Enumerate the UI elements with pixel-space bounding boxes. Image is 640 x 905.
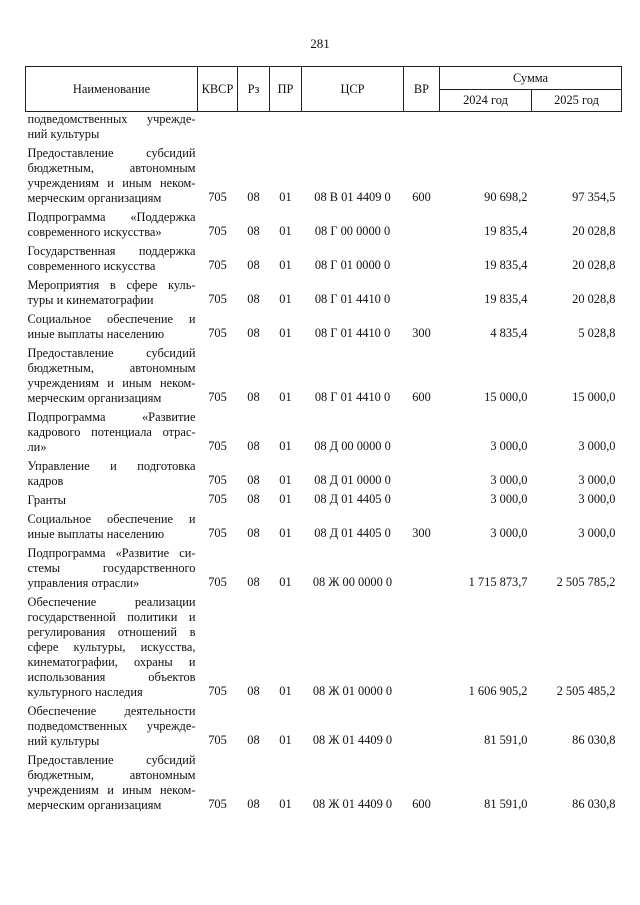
row-name: подведомственных учрежде-ний культуры <box>27 112 196 141</box>
header-year-2024: 2024 год <box>440 90 532 112</box>
row-vr <box>404 112 440 144</box>
row-amount-2025: 97 354,5 <box>572 190 616 204</box>
row-name: Подпрограмма «Поддержка современного искусства» <box>27 210 196 239</box>
table-row <box>26 143 622 207</box>
row-amount-2025: 3 000,0 <box>578 526 616 540</box>
row-csr: 08 Ж 01 0000 0 <box>312 684 393 698</box>
row-pr: 01 <box>279 224 292 238</box>
row-vr <box>404 275 440 309</box>
row-kvsr: 705 <box>208 492 227 506</box>
row-amount-2024: 3 000,0 <box>490 526 528 540</box>
row-amount-2025: 5 028,8 <box>578 326 616 340</box>
row-pr: 01 <box>279 575 292 589</box>
row-csr: 08 Д 01 4405 0 <box>314 492 391 506</box>
row-pr: 01 <box>279 473 292 487</box>
row-amount-2024: 81 591,0 <box>484 733 528 747</box>
table-row <box>26 701 622 750</box>
row-pr: 01 <box>279 292 292 306</box>
row-pr <box>270 112 302 144</box>
header-year-2025: 2025 год <box>532 90 622 112</box>
table-row <box>26 309 622 343</box>
row-csr: 08 Г 01 4410 0 <box>314 292 391 306</box>
row-amount-2025: 20 028,8 <box>572 224 616 238</box>
table-body <box>26 112 622 815</box>
header-vr: ВР <box>404 67 440 112</box>
row-pr: 01 <box>279 258 292 272</box>
row-csr: 08 Г 01 0000 0 <box>314 258 391 272</box>
row-csr: 08 Ж 00 0000 0 <box>312 575 393 589</box>
row-rz: 08 <box>247 190 260 204</box>
row-pr: 01 <box>279 733 292 747</box>
row-csr: 08 Г 00 0000 0 <box>314 224 391 238</box>
row-csr: 08 В 01 4409 0 <box>314 190 391 204</box>
row-amount-2025: 20 028,8 <box>572 292 616 306</box>
row-amount-2024: 3 000,0 <box>490 492 528 506</box>
row-name: Социальное обеспечение и иные выплаты населению <box>27 312 196 341</box>
row-amount-2024: 81 591,0 <box>484 797 528 811</box>
table-row <box>26 490 622 509</box>
row-kvsr <box>198 112 238 144</box>
page-number: 281 <box>310 36 330 51</box>
table-row <box>26 543 622 592</box>
table-row <box>26 750 622 814</box>
row-name: Подпрограмма «Развитие си-стемы государственного управления отрасли» <box>27 546 196 590</box>
row-pr: 01 <box>279 439 292 453</box>
row-amount-2025: 86 030,8 <box>572 733 616 747</box>
row-amount-2024: 19 835,4 <box>484 258 528 272</box>
row-kvsr: 705 <box>208 473 227 487</box>
row-amount-2025: 3 000,0 <box>578 439 616 453</box>
row-rz: 08 <box>247 292 260 306</box>
header-sum: Сумма <box>440 67 622 90</box>
row-amount-2024: 1 715 873,7 <box>468 575 528 589</box>
row-amount-2024: 3 000,0 <box>490 439 528 453</box>
row-rz: 08 <box>247 684 260 698</box>
row-amount-2025: 3 000,0 <box>578 473 616 487</box>
row-pr: 01 <box>279 797 292 811</box>
row-vr <box>404 543 440 592</box>
row-kvsr: 705 <box>208 326 227 340</box>
table-header <box>26 67 622 112</box>
row-rz: 08 <box>247 492 260 506</box>
row-rz: 08 <box>247 390 260 404</box>
row-rz: 08 <box>247 526 260 540</box>
row-vr <box>404 490 440 509</box>
row-amount-2024: 1 606 905,2 <box>468 684 528 698</box>
row-vr: 600 <box>412 390 431 404</box>
row-vr <box>404 241 440 275</box>
table-row <box>26 343 622 407</box>
row-csr: 08 Ж 01 4409 0 <box>312 733 393 747</box>
row-name: Обеспечение деятельности подведомственных учрежде-ний культуры <box>27 704 196 748</box>
header-kvsr: КВСР <box>198 67 238 112</box>
row-pr: 01 <box>279 190 292 204</box>
row-kvsr: 705 <box>208 292 227 306</box>
row-kvsr: 705 <box>208 439 227 453</box>
row-rz: 08 <box>247 224 260 238</box>
row-vr: 600 <box>412 190 431 204</box>
header-name: Наименование <box>26 67 198 112</box>
row-rz: 08 <box>247 439 260 453</box>
row-rz: 08 <box>247 797 260 811</box>
table-row <box>26 207 622 241</box>
row-csr: 08 Д 01 4405 0 <box>314 526 391 540</box>
row-rz <box>238 112 270 144</box>
row-csr: 08 Г 01 4410 0 <box>314 326 391 340</box>
row-name: Гранты <box>27 493 66 507</box>
row-kvsr: 705 <box>208 797 227 811</box>
row-name: Обеспечение реализации государственной политики и регулирования отношений в сфере культуры, искусства, кинематографии, охраны и использования объектов культурного наследия <box>27 595 196 699</box>
row-amount-2024: 3 000,0 <box>490 473 528 487</box>
row-amount-2024: 4 835,4 <box>490 326 528 340</box>
table-row <box>26 456 622 490</box>
row-amount-2025: 20 028,8 <box>572 258 616 272</box>
row-amount-2025: 3 000,0 <box>578 492 616 506</box>
row-amount-2025: 2 505 785,2 <box>556 575 616 589</box>
row-csr: 08 Д 00 0000 0 <box>314 439 391 453</box>
row-amount-2025 <box>532 112 622 144</box>
row-pr: 01 <box>279 684 292 698</box>
row-kvsr: 705 <box>208 684 227 698</box>
table-row <box>26 241 622 275</box>
header-csr: ЦСР <box>302 67 404 112</box>
row-name: Предоставление субсидий бюджетным, автономным учреждениям и иным неком-мерческим организациям <box>27 753 196 812</box>
row-amount-2024: 19 835,4 <box>484 292 528 306</box>
row-kvsr: 705 <box>208 526 227 540</box>
row-rz: 08 <box>247 326 260 340</box>
row-vr <box>404 701 440 750</box>
row-csr: 08 Ж 01 4409 0 <box>312 797 393 811</box>
row-pr: 01 <box>279 526 292 540</box>
row-kvsr: 705 <box>208 575 227 589</box>
row-pr: 01 <box>279 492 292 506</box>
budget-table-container <box>25 66 621 814</box>
row-name: Предоставление субсидий бюджетным, автономным учреждениям и иным неком-мерческим организациям <box>27 146 196 205</box>
row-rz: 08 <box>247 473 260 487</box>
row-name: Подпрограмма «Развитие кадрового потенциала отрас-ли» <box>27 410 196 454</box>
row-vr: 300 <box>412 526 431 540</box>
header-rz: Рз <box>238 67 270 112</box>
row-amount-2025: 15 000,0 <box>572 390 616 404</box>
row-vr <box>404 592 440 701</box>
budget-table <box>25 66 622 814</box>
table-row <box>26 275 622 309</box>
row-vr: 600 <box>412 797 431 811</box>
row-rz: 08 <box>247 733 260 747</box>
row-vr <box>404 456 440 490</box>
row-pr: 01 <box>279 326 292 340</box>
row-amount-2024 <box>440 112 532 144</box>
row-name: Социальное обеспечение и иные выплаты населению <box>27 512 196 541</box>
row-amount-2024: 19 835,4 <box>484 224 528 238</box>
row-amount-2025: 86 030,8 <box>572 797 616 811</box>
row-kvsr: 705 <box>208 390 227 404</box>
row-kvsr: 705 <box>208 224 227 238</box>
row-amount-2025: 2 505 485,2 <box>556 684 616 698</box>
row-csr <box>302 112 404 144</box>
row-vr <box>404 407 440 456</box>
row-amount-2024: 15 000,0 <box>484 390 528 404</box>
row-name: Управление и подготовка кадров <box>27 459 196 488</box>
row-name: Мероприятия в сфере куль-туры и кинематографии <box>27 278 196 307</box>
row-kvsr: 705 <box>208 733 227 747</box>
row-kvsr: 705 <box>208 258 227 272</box>
row-rz: 08 <box>247 575 260 589</box>
table-row <box>26 407 622 456</box>
row-pr: 01 <box>279 390 292 404</box>
row-amount-2024: 90 698,2 <box>484 190 528 204</box>
table-row <box>26 592 622 701</box>
row-name: Предоставление субсидий бюджетным, автономным учреждениям и иным неком-мерческим организациям <box>27 346 196 405</box>
row-kvsr: 705 <box>208 190 227 204</box>
row-csr: 08 Г 01 4410 0 <box>314 390 391 404</box>
row-csr: 08 Д 01 0000 0 <box>314 473 391 487</box>
row-vr <box>404 207 440 241</box>
table-row <box>26 112 622 144</box>
header-pr: ПР <box>270 67 302 112</box>
row-vr: 300 <box>412 326 431 340</box>
row-name: Государственная поддержка современного искусства <box>27 244 196 273</box>
table-row <box>26 509 622 543</box>
row-rz: 08 <box>247 258 260 272</box>
